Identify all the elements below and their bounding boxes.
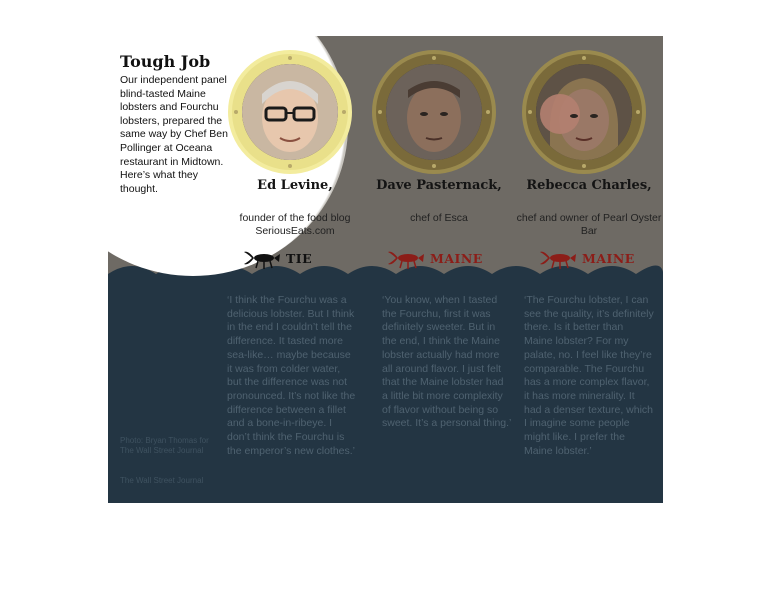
rebecca-charles-photo xyxy=(536,64,632,160)
dave-pasternack-photo xyxy=(386,64,482,160)
judge-role: chef of Esca xyxy=(410,212,468,224)
judge-name: Ed Levine, xyxy=(257,178,333,193)
lobster-icon xyxy=(386,244,426,272)
porthole-frame xyxy=(228,50,352,174)
lobster-icon xyxy=(242,244,282,272)
page-title: Tough Job xyxy=(120,52,211,71)
ed-levine-photo xyxy=(242,64,338,160)
verdict-label: MAINE xyxy=(582,250,635,266)
lobster-taste-test-graphic xyxy=(108,36,663,503)
judge-quote-1: ‘I think the Fourchu was a delicious lobster. But I think in the end I couldn’t tell the difference. It tasted more sea-like… maybe because it was from colder water, but the difference was not pronounced. It’s not like the difference between a fillet and a bone-in-ribeye. I don’t think the Fourchu is the emperor’s new clothes.’ xyxy=(227,294,356,457)
verdict-label: TIE xyxy=(286,250,313,266)
verdict-badge-1 xyxy=(242,244,312,272)
judge-quote-3: ‘The Fourchu lobster, I can see the quality, it’s definitely there. Is it better than Maine lobster? For my palate, no. I feel like they’re comparable. The Fourchu has a more complex flavor, it has more minerality. It had a denser texture, which I imagine some people might like. I prefer the Maine lobster.’ xyxy=(524,294,654,457)
source-label: The Wall Street Journal xyxy=(120,476,204,485)
judge-role: founder of the food blog SeriousEats.com xyxy=(239,212,351,237)
judge-name: Dave Pasternack, xyxy=(376,178,502,193)
judge-name: Rebecca Charles, xyxy=(526,178,652,193)
verdict-label: MAINE xyxy=(430,250,483,266)
intro-text: Our independent panel blind-tasted Maine lobsters and Fourchu lobsters, prepared the same way by Chef Ben Pollinger at Oceana restaurant in Midtown. Here’s what they thought. xyxy=(120,74,228,195)
porthole-frame xyxy=(372,50,496,174)
judge-role: chef and owner of Pearl Oyster Bar xyxy=(516,212,662,237)
porthole-frame xyxy=(522,50,646,174)
photo-credit: Photo: Bryan Thomas for The Wall Street Journal xyxy=(120,436,209,455)
judge-quote-2: ‘You know, when I tasted the Fourchu, first it was definitely sweeter. But in the end, I think the Maine lobster actually had more all around flavor. I just felt that the Maine lobster had a little bit more complexity of flavor without being so sweet. It’s a personal thing.’ xyxy=(382,294,512,430)
verdict-badge-2 xyxy=(386,244,483,272)
verdict-badge-3 xyxy=(538,244,635,272)
lobster-icon xyxy=(538,244,578,272)
